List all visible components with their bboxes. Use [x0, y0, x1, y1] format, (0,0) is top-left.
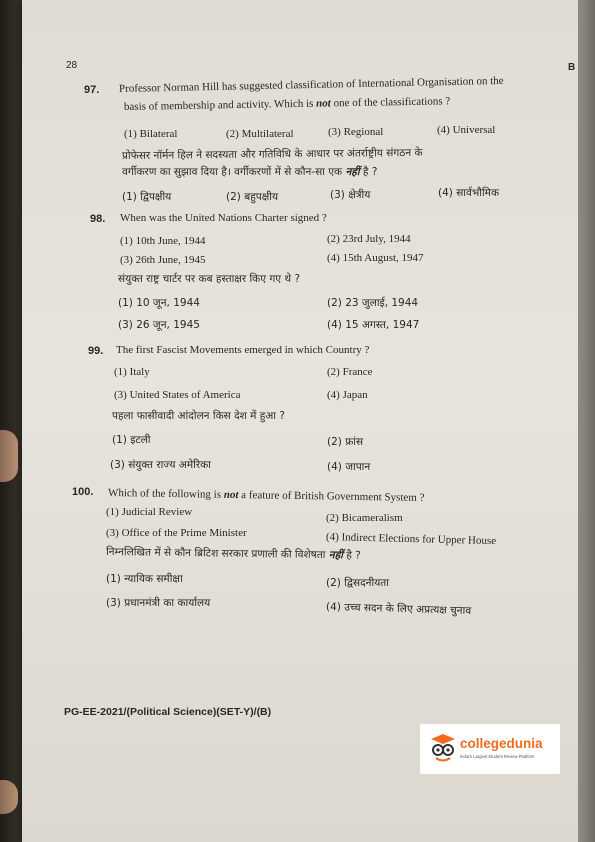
- paper-code-footer: PG-EE-2021/(Political Science)(SET-Y)/(B): [64, 706, 272, 718]
- question-text-hi: संयुक्त राष्ट्र चार्टर पर कब हस्ताक्षर किए गए थे ?: [118, 273, 301, 285]
- option-hi-4: (4) उच्च सदन के लिए अप्रत्यक्ष चुनाव: [325, 601, 472, 618]
- option-hi-1: (1) न्यायिक समीक्षा: [106, 573, 183, 585]
- option-hi-2: (2) फ्रांस: [327, 436, 364, 448]
- option-en-1: (1) Italy: [114, 366, 150, 378]
- option-hi-1: (1) इटली: [112, 434, 151, 446]
- question-number: 98.: [90, 213, 106, 225]
- option-hi-1: (1) द्विपक्षीय: [122, 191, 172, 203]
- finger-holding-page: [0, 430, 18, 482]
- graduate-owl-icon: [430, 733, 456, 763]
- option-en-4: (4) Indirect Elections for Upper House: [325, 531, 497, 548]
- question-text-en: The first Fascist Movements emerged in which Country ?: [116, 344, 370, 356]
- option-en-1: (1) 10th June, 1944: [120, 235, 206, 247]
- option-en-3: (3) United States of America: [114, 389, 241, 401]
- option-en-2: (2) 23rd July, 1944: [327, 233, 411, 245]
- question-text-en: Which of the following is not a feature of British Government System ?: [107, 487, 425, 504]
- option-en-1: (1) Judicial Review: [106, 506, 193, 518]
- option-en-2: (2) Multilateral: [226, 128, 294, 140]
- option-hi-4: (4) 15 अगस्त, 1947: [327, 319, 420, 331]
- option-en-2: (2) Bicameralism: [326, 512, 403, 524]
- option-hi-1: (1) 10 जून, 1944: [118, 297, 200, 309]
- question-number: 97.: [84, 84, 100, 96]
- option-en-3: (3) 26th June, 1945: [120, 254, 206, 266]
- question-text-hi: प्रोफेसर नॉर्मन हिल ने सदस्यता और गतिविधि के आधार पर अंतर्राष्ट्रीय संगठन के: [121, 146, 423, 162]
- option-en-3: (3) Regional: [328, 126, 384, 138]
- question-text-en: When was the United Nations Charter signed ?: [120, 212, 327, 224]
- option-en-4: (4) Universal: [437, 124, 496, 136]
- option-en-4: (4) Japan: [327, 389, 368, 401]
- question-number: 99.: [88, 345, 104, 357]
- option-hi-4: (4) जापान: [327, 461, 371, 473]
- question-text-en: basis of membership and activity. Which is not one of the classifications ?: [123, 95, 451, 113]
- option-hi-4: (4) सार्वभौमिक: [438, 187, 500, 199]
- option-hi-3: (3) संयुक्त राज्य अमेरिका: [110, 459, 211, 471]
- desk-background-left: [0, 0, 24, 842]
- watermark-logo: [420, 724, 560, 774]
- option-hi-3: (3) 26 जून, 1945: [118, 319, 200, 331]
- option-hi-3: (3) क्षेत्रीय: [330, 189, 371, 201]
- option-hi-2: (2) बहुपक्षीय: [226, 191, 279, 203]
- option-en-4: (4) 15th August, 1947: [327, 252, 424, 264]
- option-hi-2: (2) 23 जुलाई, 1944: [327, 297, 419, 309]
- option-en-2: (2) France: [327, 366, 373, 378]
- desk-background-right: [575, 0, 595, 842]
- page-number: 28: [66, 60, 78, 71]
- option-hi-3: (3) प्रधानमंत्री का कार्यालय: [106, 597, 211, 609]
- question-text-en: Professor Norman Hill has suggested classification of International Organisation on the: [118, 74, 504, 95]
- option-hi-2: (2) द्विसदनीयता: [326, 577, 389, 589]
- question-text-hi: वर्गीकरण का सुझाव दिया है। वर्गीकरणों में से कौन-सा एक नहीं है ?: [122, 166, 378, 178]
- brand-tagline: India's Largest Student Review Platform: [460, 754, 535, 759]
- option-en-3: (3) Office of the Prime Minister: [106, 527, 247, 539]
- option-en-1: (1) Bilateral: [124, 128, 178, 140]
- set-code: B: [568, 62, 576, 73]
- question-text-hi: निम्नलिखित में से कौन ब्रिटिश सरकार प्रणाली की विशेषता नहीं है ?: [105, 546, 361, 562]
- question-text-hi: पहला फासीवादी आंदोलन किस देश में हुआ ?: [112, 410, 285, 422]
- question-number: 100.: [72, 486, 94, 498]
- brand-name: collegedunia: [460, 736, 543, 751]
